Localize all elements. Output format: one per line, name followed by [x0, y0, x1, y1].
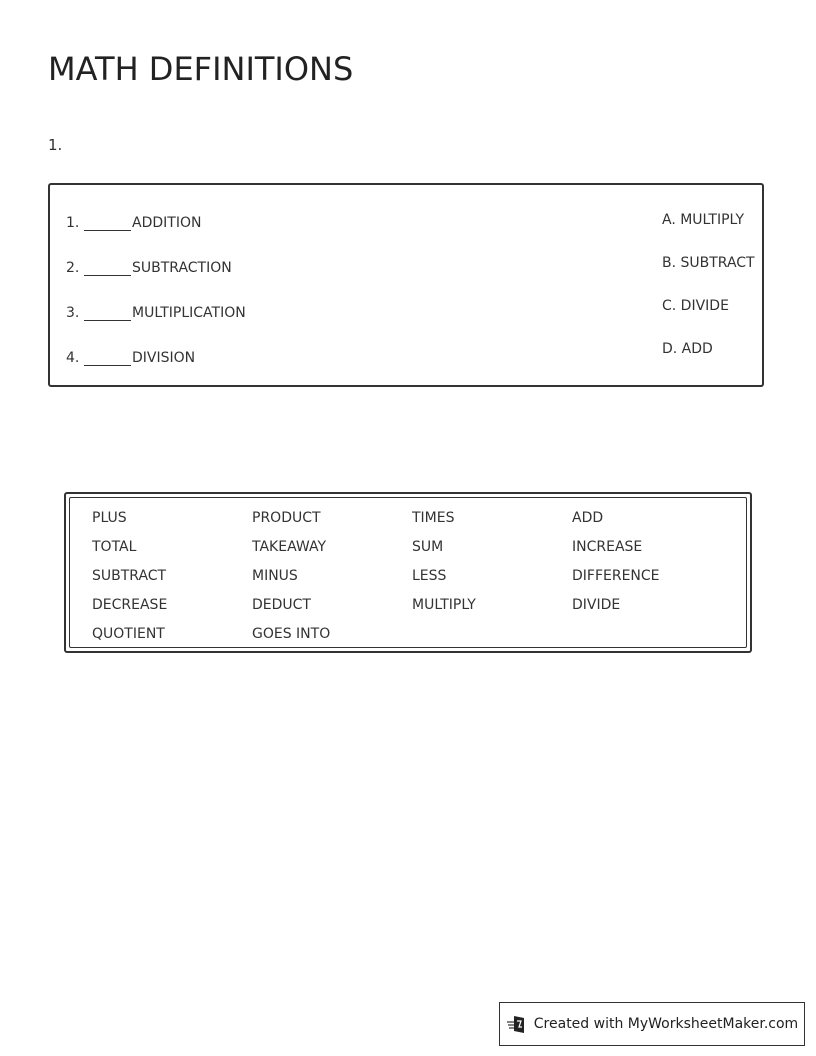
item-term: SUBTRACTION: [132, 260, 232, 276]
word-bank-word: ADD: [572, 510, 604, 526]
worksheet-maker-logo-icon: [506, 1013, 528, 1035]
word-bank-word: MINUS: [252, 568, 298, 584]
matching-item: [66, 301, 246, 321]
word-bank-word: DIFFERENCE: [572, 568, 660, 584]
matching-item: [66, 211, 201, 231]
word-bank-word: DEDUCT: [252, 597, 311, 613]
word-bank-word: PLUS: [92, 510, 127, 526]
answer-choice: C. DIVIDE: [662, 298, 729, 314]
item-number: 2.: [66, 260, 80, 276]
word-bank-word: DIVIDE: [572, 597, 621, 613]
word-bank-word: GOES INTO: [252, 626, 331, 642]
word-bank-word: LESS: [412, 568, 447, 584]
word-bank-inner-border: [69, 497, 747, 648]
item-term: ADDITION: [132, 215, 202, 231]
item-number: 4.: [66, 350, 80, 366]
answer-choice: A. MULTIPLY: [662, 212, 745, 228]
item-number: 1.: [66, 215, 80, 231]
word-bank: [64, 492, 752, 653]
footer-text: Created with MyWorksheetMaker.com: [533, 1016, 799, 1032]
matching-item: [66, 256, 232, 276]
word-bank-word: DECREASE: [92, 597, 168, 613]
word-bank-word: INCREASE: [572, 539, 643, 555]
answer-blank[interactable]: [84, 304, 131, 321]
answer-choice: D. ADD: [662, 341, 713, 357]
item-term: DIVISION: [132, 350, 196, 366]
item-number: 3.: [66, 305, 80, 321]
item-term: MULTIPLICATION: [132, 305, 246, 321]
footer-credit[interactable]: [499, 1002, 805, 1046]
answer-blank[interactable]: [84, 349, 131, 366]
answer-blank[interactable]: [84, 214, 131, 231]
word-bank-word: MULTIPLY: [412, 597, 476, 613]
question-number: 1.: [48, 136, 63, 154]
answer-blank[interactable]: [84, 259, 131, 276]
answer-choice: B. SUBTRACT: [662, 255, 755, 271]
page-title: MATH DEFINITIONS: [48, 50, 354, 88]
word-bank-word: QUOTIENT: [92, 626, 165, 642]
word-bank-word: SUBTRACT: [92, 568, 167, 584]
word-bank-word: TIMES: [412, 510, 455, 526]
matching-item: [66, 346, 195, 366]
word-bank-word: PRODUCT: [252, 510, 321, 526]
word-bank-word: TAKEAWAY: [252, 539, 326, 555]
matching-box: [48, 183, 764, 387]
word-bank-word: SUM: [412, 539, 444, 555]
word-bank-word: TOTAL: [92, 539, 137, 555]
